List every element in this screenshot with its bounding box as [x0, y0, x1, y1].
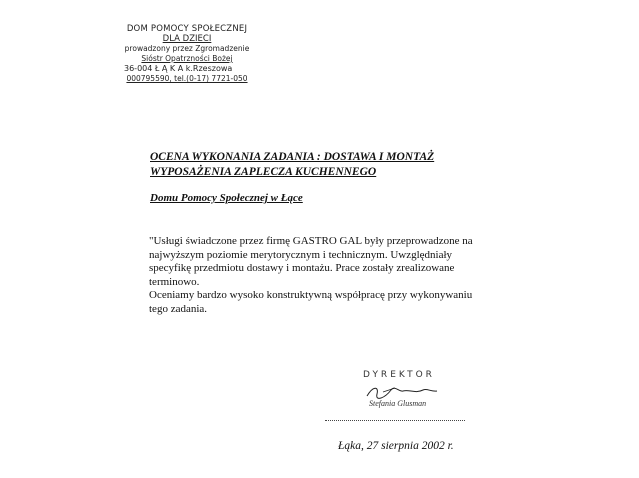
- stamp-line-order: Sióstr Opatrzności Bożej: [141, 54, 233, 63]
- document-subtitle: Domu Pomocy Społecznej w Łące: [150, 192, 303, 204]
- body-paragraph-2: Oceniamy bardzo wysoko konstruktywną współpracę przy wykonywaniu tego zadania.: [149, 289, 473, 315]
- place-and-date: Łąka, 27 sierpnia 2002 r.: [338, 440, 454, 452]
- stamp-line-subname: DLA DZIECI: [162, 34, 212, 44]
- stamp-line-name: DOM POMOCY SPOŁECZNEJ: [126, 24, 248, 34]
- reference-body: [149, 235, 489, 316]
- handwritten-signature: [365, 382, 455, 400]
- body-paragraph-1: "Usługi świadczone przez firmę GASTRO GAL były przeprowadzone na najwyższym poziomie merytorycznym i technicznym. Uwzględniały specyfikę przedmiotu dostawy i montażu. Prace zostały zrealizowane terminowo.: [149, 235, 473, 288]
- stamp-line-contact: 000795590, tel.(0-17) 7721-050: [126, 74, 248, 83]
- institution-stamp: [112, 24, 262, 84]
- signature-name: Stefania Glusman: [369, 399, 427, 408]
- stamp-line-address: 36-004 Ł Ą K A k.Rzeszowa: [124, 64, 233, 73]
- signature-title: DYREKTOR: [363, 370, 435, 380]
- signature-block: [325, 368, 485, 428]
- stamp-line-operator: prowadzony przez Zgromadzenie: [124, 44, 250, 53]
- document-title: [150, 150, 434, 180]
- signature-line: [325, 420, 465, 421]
- title-line-1: OCENA WYKONANIA ZADANIA : DOSTAWA I MONTAŻ: [150, 151, 435, 163]
- title-line-2: WYPOSAŻENIA ZAPLECZA KUCHENNEGO: [150, 166, 377, 178]
